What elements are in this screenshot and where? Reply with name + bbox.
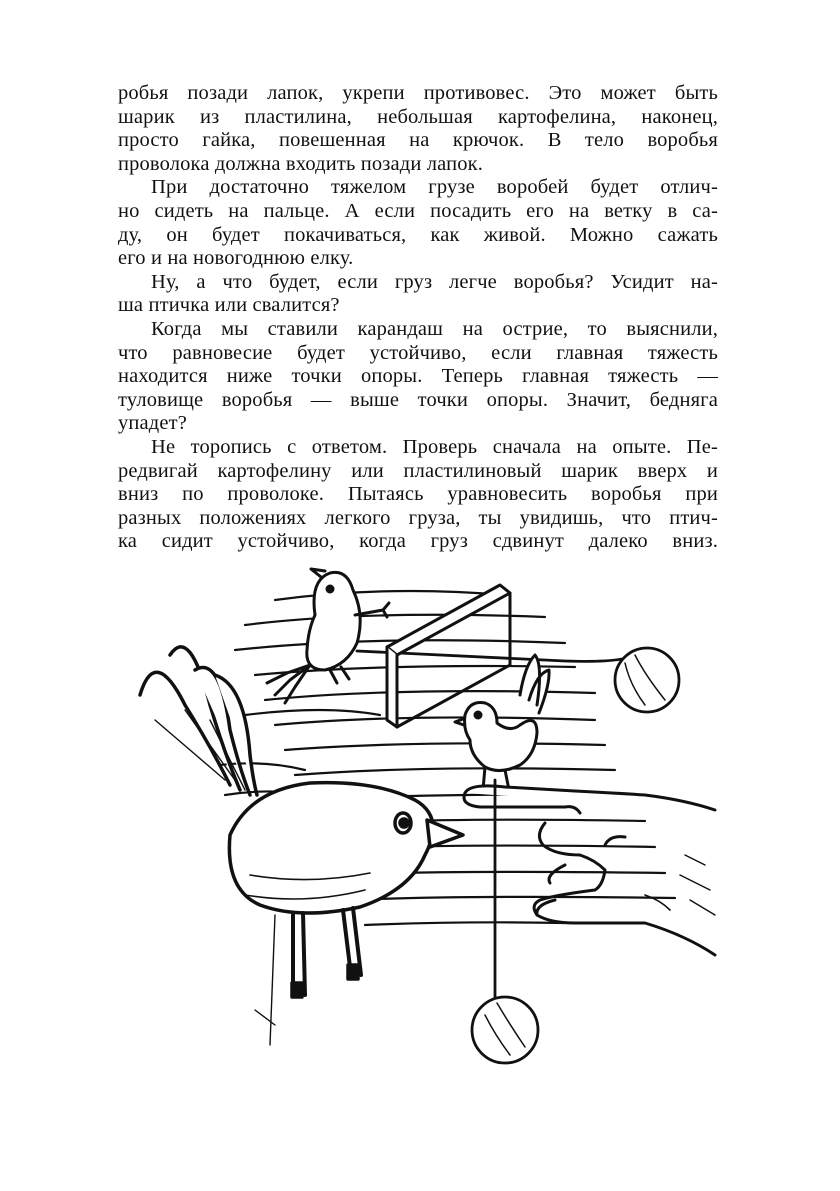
text-line: разных положениях легкого груза, ты увидишь, что птич- [118, 506, 718, 529]
paragraph-2 [118, 176, 718, 270]
text-line: упадет? [118, 412, 187, 435]
text-line: При достаточно тяжелом грузе воробей будет отлич- [151, 176, 718, 199]
small-sparrow-finger [455, 655, 549, 790]
paragraph-3 [118, 271, 718, 318]
illustration-svg [125, 555, 725, 1070]
text-line: туловище воробья — выше точки опоры. Значит, бедняга [118, 388, 718, 411]
text-line: ка сидит устойчиво, когда груз сдвинут далеко вниз. [118, 530, 718, 553]
text-line: робья позади лапок, укрепи противовес. Это может быть [118, 82, 718, 104]
text-line: редвигай картофелину или пластилиновый шарик вверх и [118, 459, 718, 482]
wire-and-top-ball [357, 648, 679, 712]
text-line: его и на новогоднюю елку. [118, 247, 354, 270]
body-text [118, 82, 718, 554]
text-line: ша птичка или свалится? [118, 294, 340, 317]
text-line: вниз по проволоке. Пытаясь уравновесить воробья при [118, 483, 718, 506]
hand [464, 786, 715, 955]
text-line: Ну, а что будет, если груз легче воробья? Усидит на- [151, 270, 718, 293]
text-line: шарик из пластилина, небольшая картофелина, наконец, [118, 105, 718, 128]
paragraph-5 [118, 436, 718, 554]
text-line: просто гайка, повешенная на крючок. В тело воробья [118, 129, 718, 152]
text-line: Когда мы ставили карандаш на острие, то выяснили, [151, 317, 718, 340]
paragraph-4 [118, 318, 718, 436]
paragraph-1 [118, 82, 718, 176]
big-sparrow [140, 647, 463, 1045]
sparrow-illustration [125, 555, 725, 1070]
text-line: проволока должна входить позади лапок. [118, 152, 483, 175]
text-line: находится ниже точки опоры. Теперь главная тяжесть — [118, 365, 718, 388]
text-line: Не торопись с ответом. Проверь сначала на опыте. Пе- [151, 435, 718, 458]
text-line: ду, он будет покачиваться, как живой. Можно сажать [118, 223, 718, 246]
text-line: но сидеть на пальце. А если посадить его на ветку в са- [118, 199, 718, 222]
small-sparrow-top [267, 569, 389, 703]
text-line: что равновесие будет устойчиво, если главная тяжесть [118, 341, 718, 364]
